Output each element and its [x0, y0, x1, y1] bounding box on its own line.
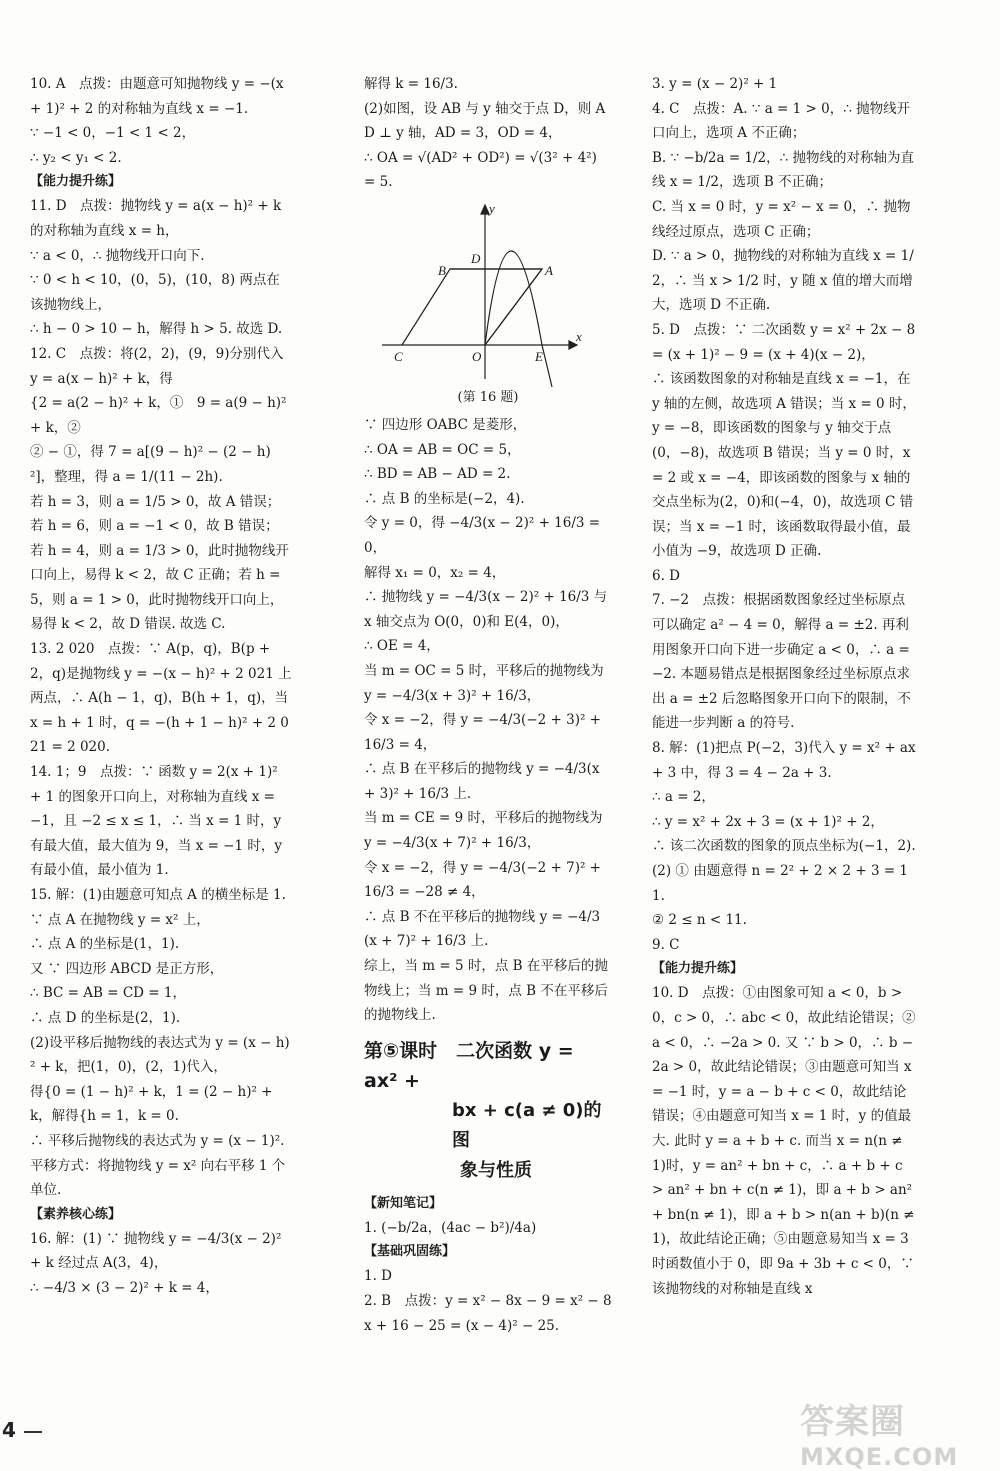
- text-line: 7. −2 点拨：根据函数图象经过坐标原点可以确定 a² − 4 = 0，解得 a = ±2. 再利用图象开口向下进一步确定 a < 0，∴ a = −2. 本题易错点是根据图象经过坐标原点求出 a = ±2 后忽略图象开口向下的限制，不能进一步判断 a 的符号.: [652, 592, 915, 732]
- text-line: ∴ OA = AB = OC = 5，: [364, 441, 521, 458]
- segment-oa: [485, 269, 542, 345]
- text-line: ② 2 ≤ n < 11.: [652, 912, 747, 929]
- figure-16: [372, 197, 592, 387]
- text-line: ∴ 点 B 在平移后的抛物线 y = −4/3(x + 3)² + 16/3 上.: [364, 761, 604, 802]
- label-c: C: [394, 348, 403, 364]
- text-line: ∵ a < 0，∴ 抛物线开口向下.: [30, 247, 205, 264]
- label-d: D: [471, 250, 481, 266]
- text-line: ∴ 点 B 的坐标是(−2，4).: [364, 490, 525, 507]
- text-line: ∴ 平移后抛物线的表达式为 y = (x − 1)².: [30, 1132, 285, 1149]
- y-axis-arrow: [481, 205, 489, 214]
- text-line: ∴ 点 A 的坐标是(1，1).: [30, 936, 180, 953]
- text-line: 11. D 点拨：抛物线 y = a(x − h)² + k 的对称轴为直线 x = h，: [30, 198, 286, 239]
- label-x: x: [576, 328, 582, 344]
- text-line: 平移方式：将抛物线 y = x² 向右平移 1 个单位.: [30, 1157, 286, 1199]
- text-line: ② − ①，得 7 = a[(9 − h)² − (2 − h)²]，整理，得 a = 1/(11 − 2h).: [30, 444, 271, 485]
- text-line: 15. 解：(1)由题意可知点 A 的横坐标是 1. ∵ 点 A 在抛物线 y = x² 上，: [30, 887, 291, 928]
- text-line: ∴ BD = AB − AD = 2.: [364, 466, 511, 483]
- section-header: 【能力提升练】: [652, 961, 744, 977]
- text-line: ∴ 点 D 的坐标是(2，1).: [30, 1009, 181, 1026]
- text-line: ∴ −4/3 × (3 − 2)² + k = 4，: [30, 1279, 219, 1296]
- text-line: 8. 解：(1)把点 P(−2，3)代入 y = x² + ax + 3 中，得 3 = 4 − 2a + 3.: [652, 740, 920, 781]
- text-line: 令 x = −2，得 y = −4/3(−2 + 3)² + 16/3 = 4，: [364, 712, 606, 753]
- text-line: 13. 2 020 点拨：∵ A(p，q)，B(p + 2，q)是抛物线 y = −(x − h)² + 2 021 上两点，∴ A(h − 1，q)，B(h + 1，q)，当 x = h + 1 时，q = −(h + 1 − h)² + 2 021 = 2 020.: [30, 641, 293, 756]
- text-line: 6. D: [652, 567, 680, 584]
- watermark-logo: [800, 1394, 985, 1471]
- text-line: ∴ 点 B 不在平移后的抛物线 y = −4/3(x + 7)² + 16/3 上.: [364, 908, 601, 950]
- text-line: ∴ OA = √(AD² + OD²) = √(3² + 4²) = 5.: [364, 149, 602, 191]
- text-line: ∴ a = 2，: [652, 789, 715, 806]
- label-o: O: [472, 348, 482, 364]
- section-header: 【素养核心练】: [30, 1206, 122, 1222]
- watermark-line2: MXQE.COM: [800, 1443, 959, 1471]
- text-line: 令 x = −2，得 y = −4/3(−2 + 7)² + 16/3 = −28 ≠ 4，: [364, 859, 606, 901]
- text-line: 当 m = OC = 5 时，平移后的抛物线为 y = −4/3(x + 3)² + 16/3，: [364, 662, 608, 704]
- text-line: 解得 x₁ = 0，x₂ = 4，: [364, 564, 506, 581]
- text-line: 16. 解：(1) ∵ 抛物线 y = −4/3(x − 2)² + k 经过点 A(3，4)，: [30, 1230, 286, 1272]
- text-line: 3. y = (x − 2)² + 1: [652, 76, 778, 92]
- text-line: ∴ OE = 4，: [364, 638, 440, 655]
- text-line: ∴ 该函数图象的对称轴是直线 x = −1，在 y 轴的左侧，故选项 A 错误；当 x = 0 时，y = −8，即该函数的图象与 y 轴交于点(0，−8)，故选项 B 错误；当 y = 0 时，x = 2 或 x = −4，即该函数的图象与 x 轴的交点坐标为(2，0)和(−4，0)，故选项 C 错误；当 x = −1 时，该函数取得最小值，最小值为 −9，故选项 D 正确.: [652, 371, 916, 560]
- lesson-title: [364, 1036, 612, 1186]
- label-a: A: [545, 262, 553, 278]
- text-line: ∴ y = x² + 2x + 3 = (x + 1)² + 2，: [652, 813, 884, 830]
- page-number-rule: [24, 1431, 42, 1433]
- column-left: [30, 72, 292, 1301]
- text-line: ∵ 四边形 OABC 是菱形，: [364, 416, 527, 433]
- section-header: 【新知笔记】: [364, 1195, 443, 1211]
- parabola: [485, 251, 552, 387]
- section-header: 【基础巩固练】: [364, 1244, 456, 1260]
- lesson-title-line1: 第⑤课时 二次函数 y = ax² +: [364, 1039, 574, 1092]
- text-line: ∴ 抛物线 y = −4/3(x − 2)² + 16/3 与 x 轴交点为 O(0，0)和 E(4，0)，: [364, 589, 612, 630]
- text-line: 9. C: [652, 936, 680, 953]
- text-line: 10. A 点拨：由题意可知抛物线 y = −(x + 1)² + 2 的对称轴为直线 x = −1.: [30, 76, 288, 117]
- column-right: [652, 72, 918, 1301]
- text-line: (2) ① 由题意得 n = 2² + 2 × 2 + 3 = 11.: [652, 863, 909, 904]
- text-line: {2 = a(2 − h)² + k，① 9 = a(9 − h)² + k，②: [30, 395, 291, 436]
- text-line: 1. D: [364, 1268, 392, 1285]
- text-line: 5. D 点拨：∵ 二次函数 y = x² + 2x − 8 = (x + 1)² − 9 = (x + 4)(x − 2)，: [652, 321, 920, 363]
- text-line: B. ∵ −b/2a = 1/2，∴ 抛物线的对称轴为直线 x = 1/2，选项 B 不正确；: [652, 149, 915, 191]
- text-line: 10. D 点拨：①由图象可知 a < 0，b > 0，c > 0，∴ abc < 0，故此结论错误；② a < 0，∴ −2a > 0. 又 ∵ b > 0，∴ b − 2a > 0，故此结论错误；③由题意可知当 x = −1 时，y = a − b + c < 0，故此结论错误；④由题意可知当 x = 1 时，y 的值最大. 此时 y = a + b + c. 而当 x = n(n ≠ 1)时，y = an² + bn + c，∴ a + b + c > an² + bn + c(n ≠ 1)，即 a + b > an² + bn(n ≠ 1)，即 a + b > n(an + b)(n ≠ 1)，故此结论正确；⑤由题意易知当 x = 3 时函数值小于 0，即 9a + 3b + c < 0，∵ 该抛物线的对称轴是直线 x: [652, 985, 920, 1297]
- text-line: 14. 1；9 点拨：∵ 函数 y = 2(x + 1)² + 1 的图象开口向上，对称轴为直线 x = −1，且 −2 ≤ x ≤ 1，∴ 当 x = 1 时，y 有最大值，最大值为 9，当 x = −1 时，y 有最小值，最小值为 1.: [30, 764, 287, 879]
- page-number: 4: [2, 1418, 16, 1442]
- text-line: ∴ h − 0 > 10 − h，解得 h > 5. 故选 D.: [30, 321, 283, 338]
- text-line: 令 y = 0，得 −4/3(x − 2)² + 16/3 = 0，: [364, 515, 605, 556]
- text-line: (2)如图，设 AB 与 y 轴交于点 D，则 AD ⊥ y 轴，AD = 3，OD = 4，: [364, 100, 606, 142]
- watermark-line1: 答案圈: [800, 1402, 905, 1442]
- column-middle: [364, 72, 612, 1338]
- figure-caption: (第 16 题): [457, 389, 519, 405]
- text-line: 当 m = CE = 9 时，平移后的抛物线为 y = −4/3(x + 7)² + 16/3，: [364, 810, 607, 852]
- lesson-title-line2: bx + c(a ≠ 0)的图: [452, 1099, 602, 1151]
- lesson-title-line3: 象与性质: [460, 1159, 532, 1181]
- text-line: ∴ BC = AB = CD = 1，: [30, 985, 186, 1002]
- text-line: ∴ 该二次函数的图象的顶点坐标为(−1，2).: [652, 838, 916, 855]
- text-line: 4. C 点拨：A. ∵ a = 1 > 0，∴ 抛物线开口向上，选项 A 不正确；: [652, 100, 911, 142]
- text-line: 若 h = 3，则 a = 1/5 > 0，故 A 错误；若 h = 6，则 a = −1 < 0，故 B 错误；若 h = 4，则 a = 1/3 > 0，此时抛物线开口向上，易得 k < 2，故 C 正确；若 h = 5，则 a = 1 > 0，此时抛物线开口向上，易得 k < 2，故 D 错误. 故选 C.: [30, 493, 289, 633]
- label-y: y: [489, 200, 495, 216]
- text-line: 2. B 点拨：y = x² − 8x − 9 = x² − 8x + 16 − 25 = (x − 4)² − 25.: [364, 1293, 612, 1334]
- text-line: (2)设平移后抛物线的表达式为 y = (x − h)² + k，把(1，0)，(2，1)代入，: [30, 1034, 290, 1076]
- text-line: 又 ∵ 四边形 ABCD 是正方形，: [30, 960, 224, 977]
- section-header: 【能力提升练】: [30, 174, 122, 190]
- text-line: 综上，当 m = 5 时，点 B 在平移后的抛物线上；当 m = 9 时，点 B 不在平移后的抛物线上.: [364, 958, 608, 1024]
- text-line: 得{0 = (1 − h)² + k，1 = (2 − h)² + k，解得{h = 1，k = 0.: [30, 1083, 277, 1125]
- label-e: E: [535, 348, 543, 364]
- rhombus-oabc: [402, 269, 542, 345]
- text-line: 12. C 点拨：将(2，2)，(9，9)分别代入 y = a(x − h)² + k，得: [30, 345, 288, 387]
- text-line: ∵ 0 < h < 10，(0，5)，(10，8) 两点在该抛物线上，: [30, 272, 280, 313]
- text-line: C. 当 x = 0 时，y = x² − x = 0，∴ 抛物线经过原点，选项 C 正确；: [652, 198, 911, 240]
- text-line: ∵ −1 < 0，−1 < 1 < 2，: [30, 125, 196, 142]
- text-line: D. ∵ a > 0，抛物线的对称轴为直线 x = 1/2，∴ 当 x > 1/2 时，y 随 x 值的增大而增大，选项 D 不正确.: [652, 248, 914, 314]
- text-line: 1. (−b/2a，(4ac − b²)/4a): [364, 1219, 537, 1236]
- label-b: B: [438, 262, 446, 278]
- text-line: ∴ y₂ < y₁ < 2.: [30, 149, 122, 166]
- text-line: 解得 k = 16/3.: [364, 76, 458, 92]
